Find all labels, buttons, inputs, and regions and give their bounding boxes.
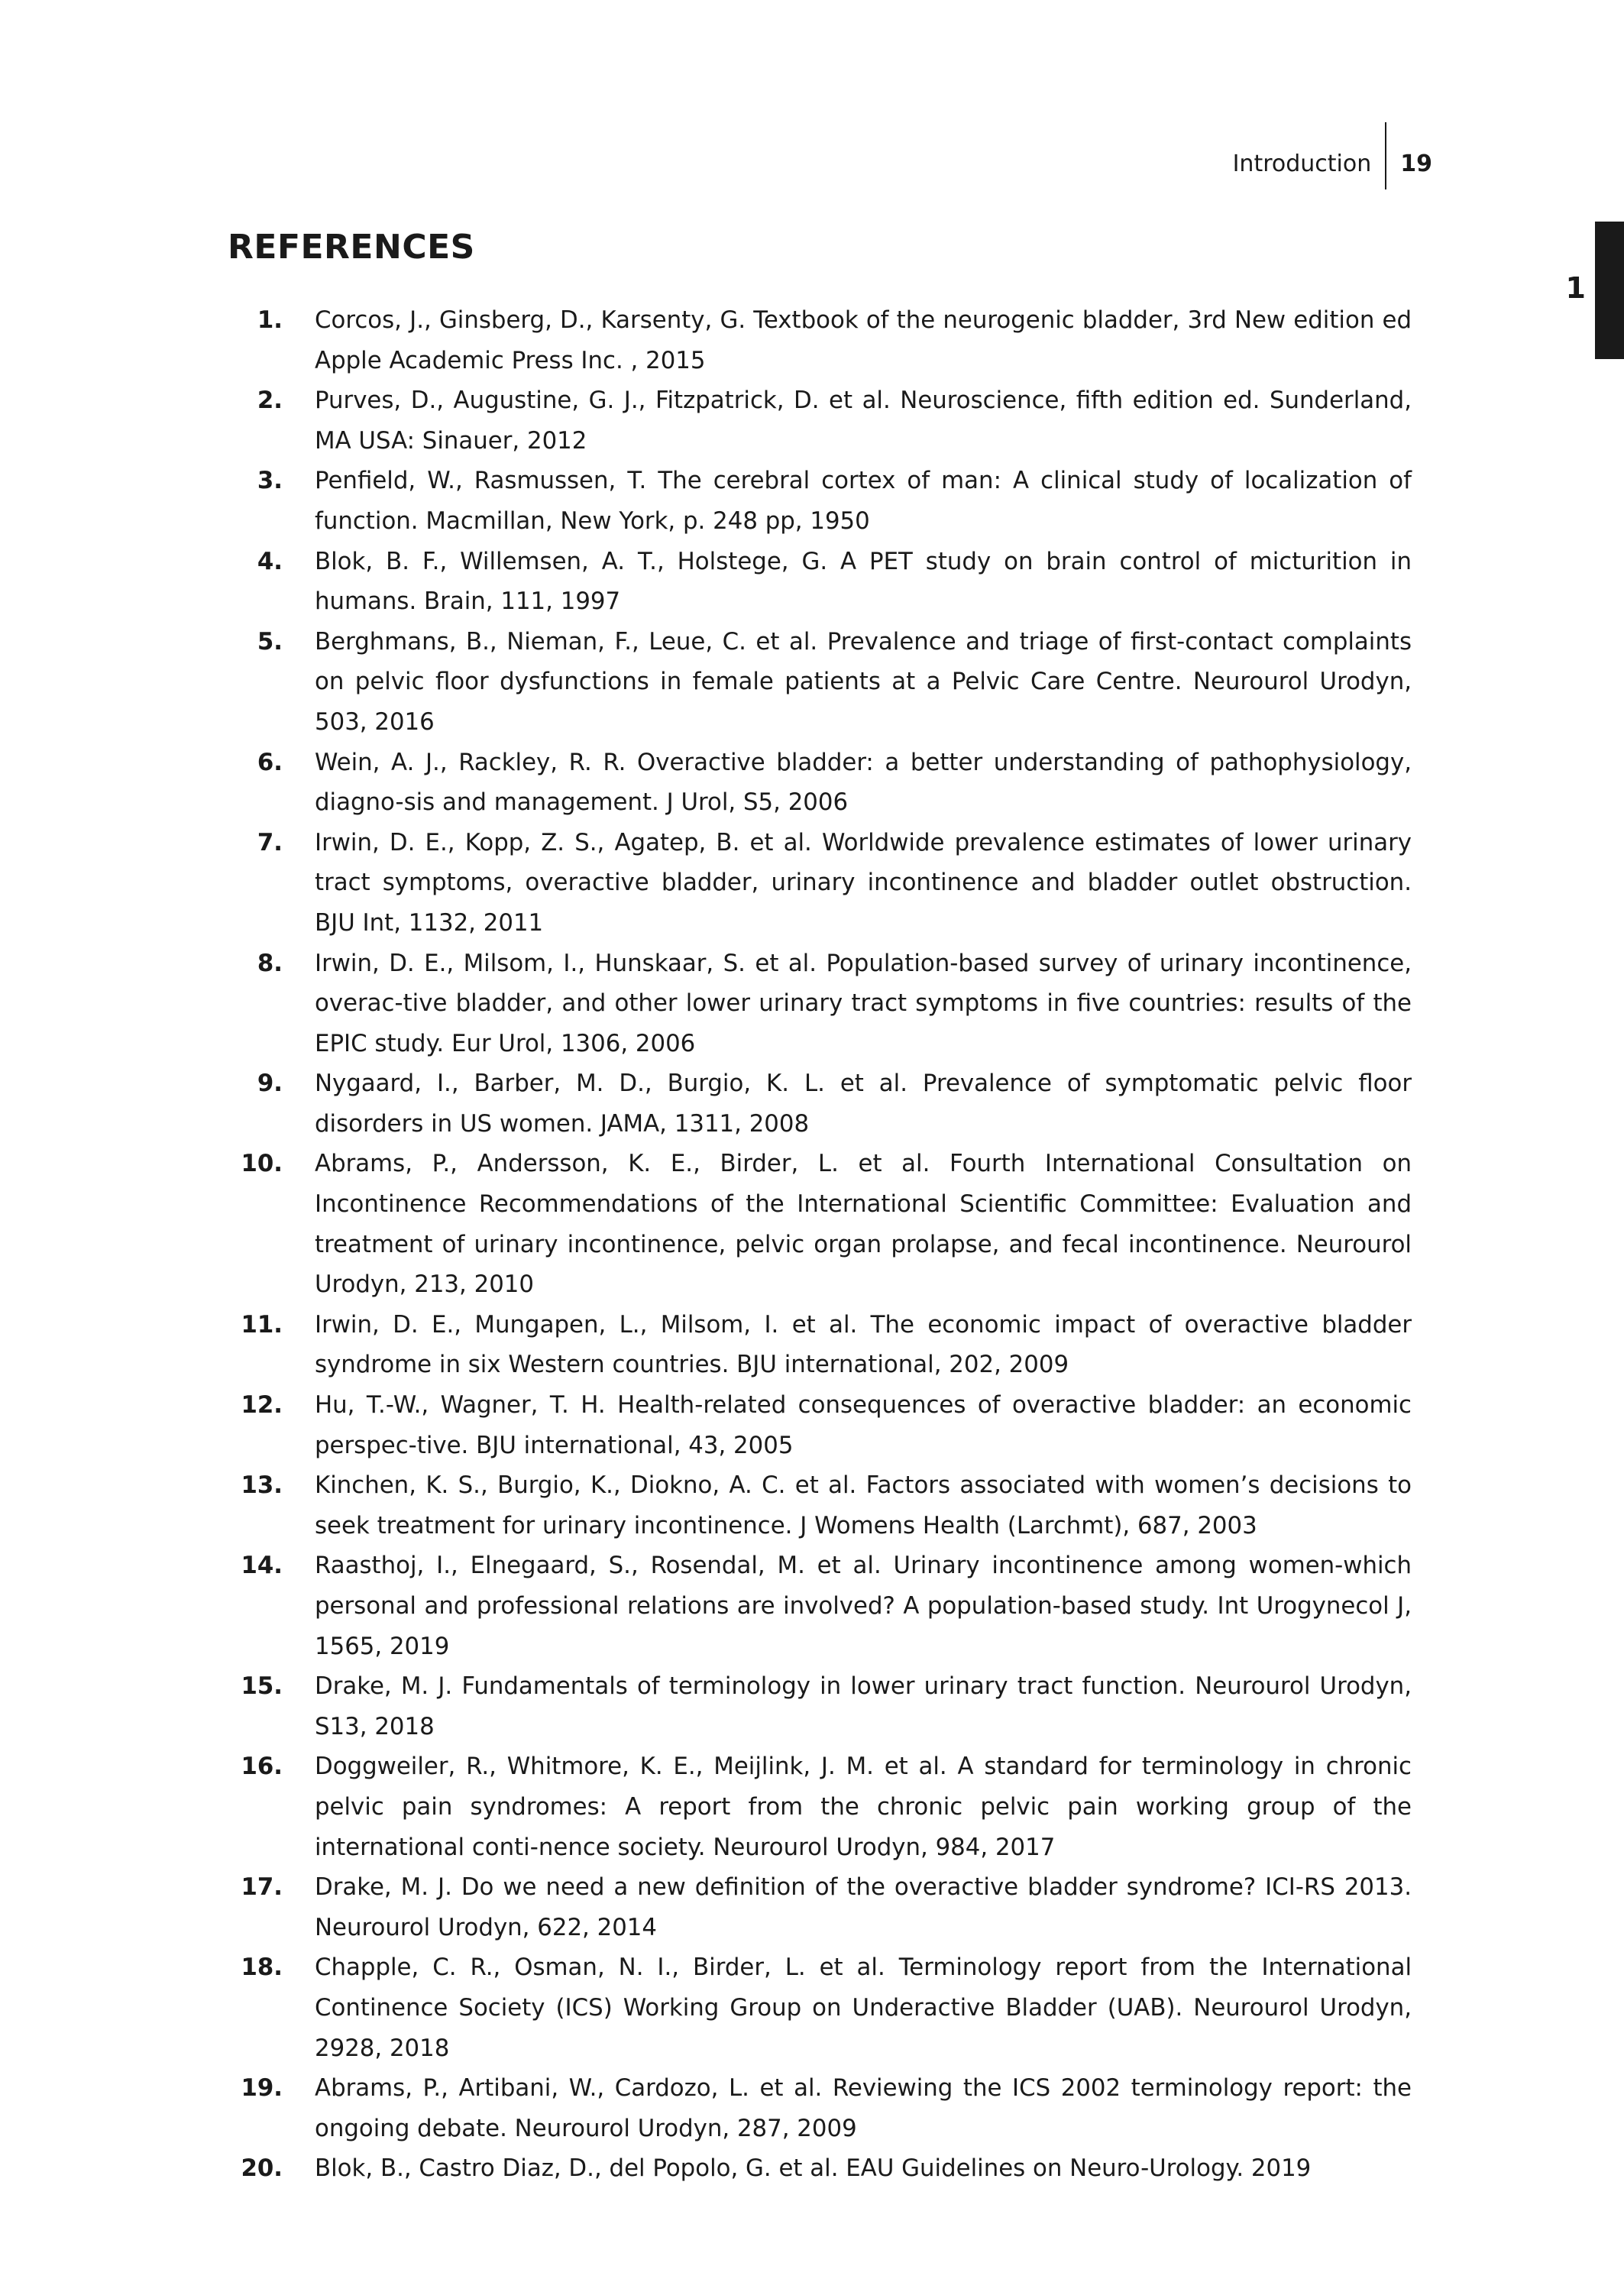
reference-item	[228, 1666, 1412, 1747]
reference-text: Drake, M. J. Do we need a new definition of the overactive bladder syndrome? ICI-RS 2013. Neurourol Urodyn, 622, 2014	[315, 1873, 1412, 1941]
reference-text: Nygaard, I., Barber, M. D., Burgio, K. L. et al. Prevalence of symptomatic pelvic floor disorders in US women. JAMA, 1311, 2008	[315, 1070, 1412, 1138]
reference-number: 8.	[257, 949, 283, 977]
reference-text: Doggweiler, R., Whitmore, K. E., Meijlink, J. M. et al. A standard for terminology in chronic pelvic pain syndromes: A report from the chronic pelvic pain working group of the international conti-nence society. Neurourol Urodyn, 984, 2017	[315, 1753, 1412, 1861]
reference-item	[228, 1305, 1412, 1385]
reference-item	[228, 1144, 1412, 1304]
reference-text: Blok, B. F., Willemsen, A. T., Holstege, G. A PET study on brain control of micturition in humans. Brain, 111, 1997	[315, 547, 1412, 616]
reference-number: 6.	[257, 748, 283, 776]
reference-text: Raasthoj, I., Elnegaard, S., Rosendal, M. et al. Urinary incontinence among women-which personal and professional relations are involved? A population-based study. Int Urogynecol J, 1565, 2019	[315, 1552, 1412, 1660]
reference-item	[228, 542, 1412, 622]
reference-text: Drake, M. J. Fundamentals of terminology in lower urinary tract function. Neurourol Urodyn, S13, 2018	[315, 1672, 1412, 1740]
reference-text: Irwin, D. E., Mungapen, L., Milsom, I. et al. The economic impact of overactive bladder syndrome in six Western countries. BJU international, 202, 2009	[315, 1310, 1412, 1379]
running-header	[1233, 138, 1432, 189]
reference-number: 9.	[257, 1070, 283, 1098]
reference-number: 4.	[257, 547, 283, 575]
reference-number: 18.	[241, 1954, 283, 1982]
page-number: 19	[1400, 150, 1432, 177]
chapter-tab-marker	[1595, 222, 1624, 359]
reference-text: Wein, A. J., Rackley, R. R. Overactive bladder: a better understanding of pathophysiology, diagno-sis and management. J Urol, S5, 2006	[315, 748, 1412, 817]
reference-text: Abrams, P., Andersson, K. E., Birder, L. et al. Fourth International Consultation on Incontinence Recommendations of the International Scientific Committee: Evaluation and treatment of urinary incontinence, pelvic organ prolapse, and fecal incontinence. Neurourol Urodyn, 213, 2010	[315, 1150, 1412, 1299]
reference-item	[228, 944, 1412, 1064]
reference-number: 15.	[241, 1672, 283, 1701]
reference-number: 13.	[241, 1471, 283, 1500]
reference-item	[228, 743, 1412, 823]
reference-item	[228, 1063, 1412, 1144]
reference-text: Penfield, W., Rasmussen, T. The cerebral cortex of man: A clinical study of localization of function. Macmillan, New York, p. 248 pp, 1950	[315, 467, 1412, 535]
reference-text: Chapple, C. R., Osman, N. I., Birder, L. et al. Terminology report from the International Continence Society (ICS) Working Group on Underactive Bladder (UAB). Neurourol Urodyn, 2928, 2018	[315, 1954, 1412, 2062]
reference-item	[228, 1947, 1412, 2068]
reference-number: 17.	[241, 1873, 283, 1902]
reference-number: 3.	[257, 467, 283, 495]
reference-item	[228, 1867, 1412, 1947]
reference-text: Hu, T.-W., Wagner, T. H. Health-related consequences of overactive bladder: an economic perspec-tive. BJU international, 43, 2005	[315, 1391, 1412, 1459]
reference-text: Kinchen, K. S., Burgio, K., Diokno, A. C. et al. Factors associated with women’s decisions to seek treatment for urinary incontinence. J Womens Health (Larchmt), 687, 2003	[315, 1471, 1412, 1539]
reference-number: 16.	[241, 1753, 283, 1781]
reference-item	[228, 2068, 1412, 2148]
reference-item	[228, 2148, 1412, 2189]
reference-list	[228, 300, 1412, 2189]
reference-number: 2.	[257, 387, 283, 415]
reference-number: 19.	[241, 2074, 283, 2103]
reference-text: Berghmans, B., Nieman, F., Leue, C. et al. Prevalence and triage of first-contact complaints on pelvic floor dysfunctions in female patients at a Pelvic Care Centre. Neurourol Urodyn, 503, 2016	[315, 627, 1412, 736]
reference-number: 12.	[241, 1391, 283, 1420]
reference-number: 14.	[241, 1552, 283, 1580]
reference-item	[228, 461, 1412, 541]
reference-number: 11.	[241, 1310, 283, 1339]
reference-item	[228, 380, 1412, 461]
reference-number: 1.	[257, 306, 283, 334]
reference-item	[228, 1465, 1412, 1546]
reference-number: 10.	[241, 1150, 283, 1178]
reference-number: 20.	[241, 2154, 283, 2183]
reference-text: Corcos, J., Ginsberg, D., Karsenty, G. Textbook of the neurogenic bladder, 3rd New edition ed Apple Academic Press Inc. , 2015	[315, 306, 1412, 374]
section-title: Introduction	[1232, 150, 1372, 177]
reference-item	[228, 823, 1412, 944]
references-heading: REFERENCES	[228, 228, 475, 267]
reference-item	[228, 1385, 1412, 1465]
reference-item	[228, 300, 1412, 380]
reference-item	[228, 1747, 1412, 1867]
reference-item	[228, 622, 1412, 743]
reference-item	[228, 1546, 1412, 1666]
reference-text: Irwin, D. E., Kopp, Z. S., Agatep, B. et al. Worldwide prevalence estimates of lower urinary tract symptoms, overactive bladder, urinary incontinence and bladder outlet obstruction. BJU Int, 1132, 2011	[315, 828, 1412, 937]
reference-number: 5.	[257, 627, 283, 656]
reference-text: Purves, D., Augustine, G. J., Fitzpatrick, D. et al. Neuroscience, fifth edition ed. Sunderland, MA USA: Sinauer, 2012	[315, 387, 1412, 455]
reference-text: Blok, B., Castro Diaz, D., del Popolo, G. et al. EAU Guidelines on Neuro-Urology. 2019	[315, 2154, 1312, 2183]
chapter-number: 1	[1565, 271, 1586, 305]
reference-text: Irwin, D. E., Milsom, I., Hunskaar, S. et al. Population-based survey of urinary incontinence, overac-tive bladder, and other lower urinary tract symptoms in five countries: results of the EPIC study. Eur Urol, 1306, 2006	[315, 949, 1412, 1057]
reference-text: Abrams, P., Artibani, W., Cardozo, L. et al. Reviewing the ICS 2002 terminology report: the ongoing debate. Neurourol Urodyn, 287, 2009	[315, 2074, 1412, 2142]
reference-number: 7.	[257, 828, 283, 856]
